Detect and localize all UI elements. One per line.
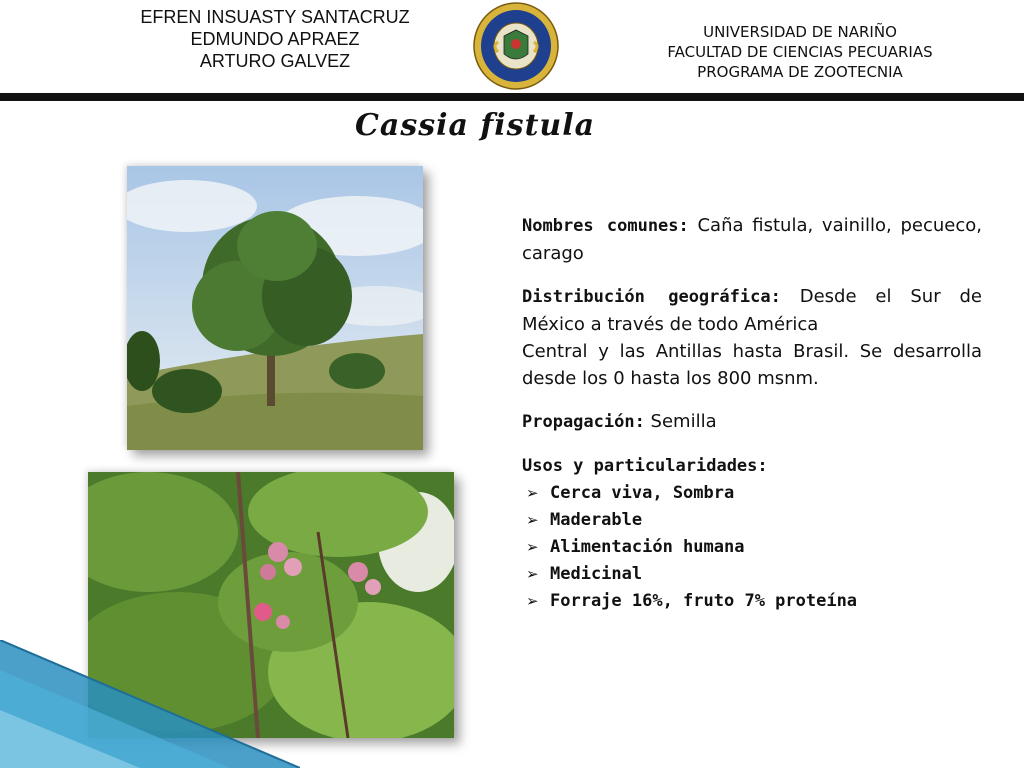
uses-list	[522, 480, 982, 615]
common-names-value: Caña fistula, vainillo, pecueco, carago	[522, 215, 982, 264]
page-title: Cassia fistula	[355, 108, 596, 143]
author-3: ARTURO GALVEZ	[199, 51, 351, 71]
propagation-value: Semilla	[644, 411, 717, 432]
arrow-bullet-icon: ➢	[526, 484, 539, 502]
arrow-bullet-icon: ➢	[526, 538, 539, 556]
arrow-bullet-icon: ➢	[526, 592, 539, 610]
distribution	[522, 283, 982, 338]
list-item	[522, 534, 982, 561]
use-text: Alimentación humana	[550, 537, 745, 557]
uses-label: Usos y particularidades:	[522, 456, 768, 476]
program-name: PROGRAMA DE ZOOTECNIA	[697, 63, 903, 81]
list-item	[522, 480, 982, 507]
corner-decoration	[0, 640, 300, 768]
authors-block	[110, 6, 440, 72]
use-text: Cerca viva, Sombra	[550, 483, 735, 503]
university-name: UNIVERSIDAD DE NARIÑO	[703, 23, 897, 41]
list-item	[522, 561, 982, 588]
propagation-label: Propagación:	[522, 412, 645, 432]
arrow-bullet-icon: ➢	[526, 511, 539, 529]
author-1: EFREN INSUASTY SANTACRUZ	[140, 7, 410, 27]
use-text: Forraje 16%, fruto 7% proteína	[550, 591, 858, 611]
distribution-label: Distribución geográfica:	[522, 287, 781, 307]
uses-heading	[522, 452, 982, 480]
distribution-continued: Central y las Antillas hasta Brasil. Se desarrolla desde los 0 hasta los 800 msnm.	[522, 341, 982, 389]
tree-photo	[127, 166, 423, 450]
propagation	[522, 408, 982, 436]
common-names	[522, 212, 982, 267]
list-item	[522, 588, 982, 615]
arrow-bullet-icon: ➢	[526, 565, 539, 583]
use-text: Maderable	[550, 510, 643, 530]
use-text: Medicinal	[550, 564, 643, 584]
author-2: EDMUNDO APRAEZ	[190, 29, 360, 49]
institution-block	[620, 22, 980, 82]
university-seal	[472, 2, 560, 90]
faculty-name: FACULTAD DE CIENCIAS PECUARIAS	[667, 43, 933, 61]
description-text	[522, 212, 982, 615]
common-names-label: Nombres comunes:	[522, 216, 689, 236]
header-rule	[0, 93, 1024, 101]
distribution-value: Desde el Sur de México a través de todo América	[522, 286, 982, 335]
list-item	[522, 507, 982, 534]
